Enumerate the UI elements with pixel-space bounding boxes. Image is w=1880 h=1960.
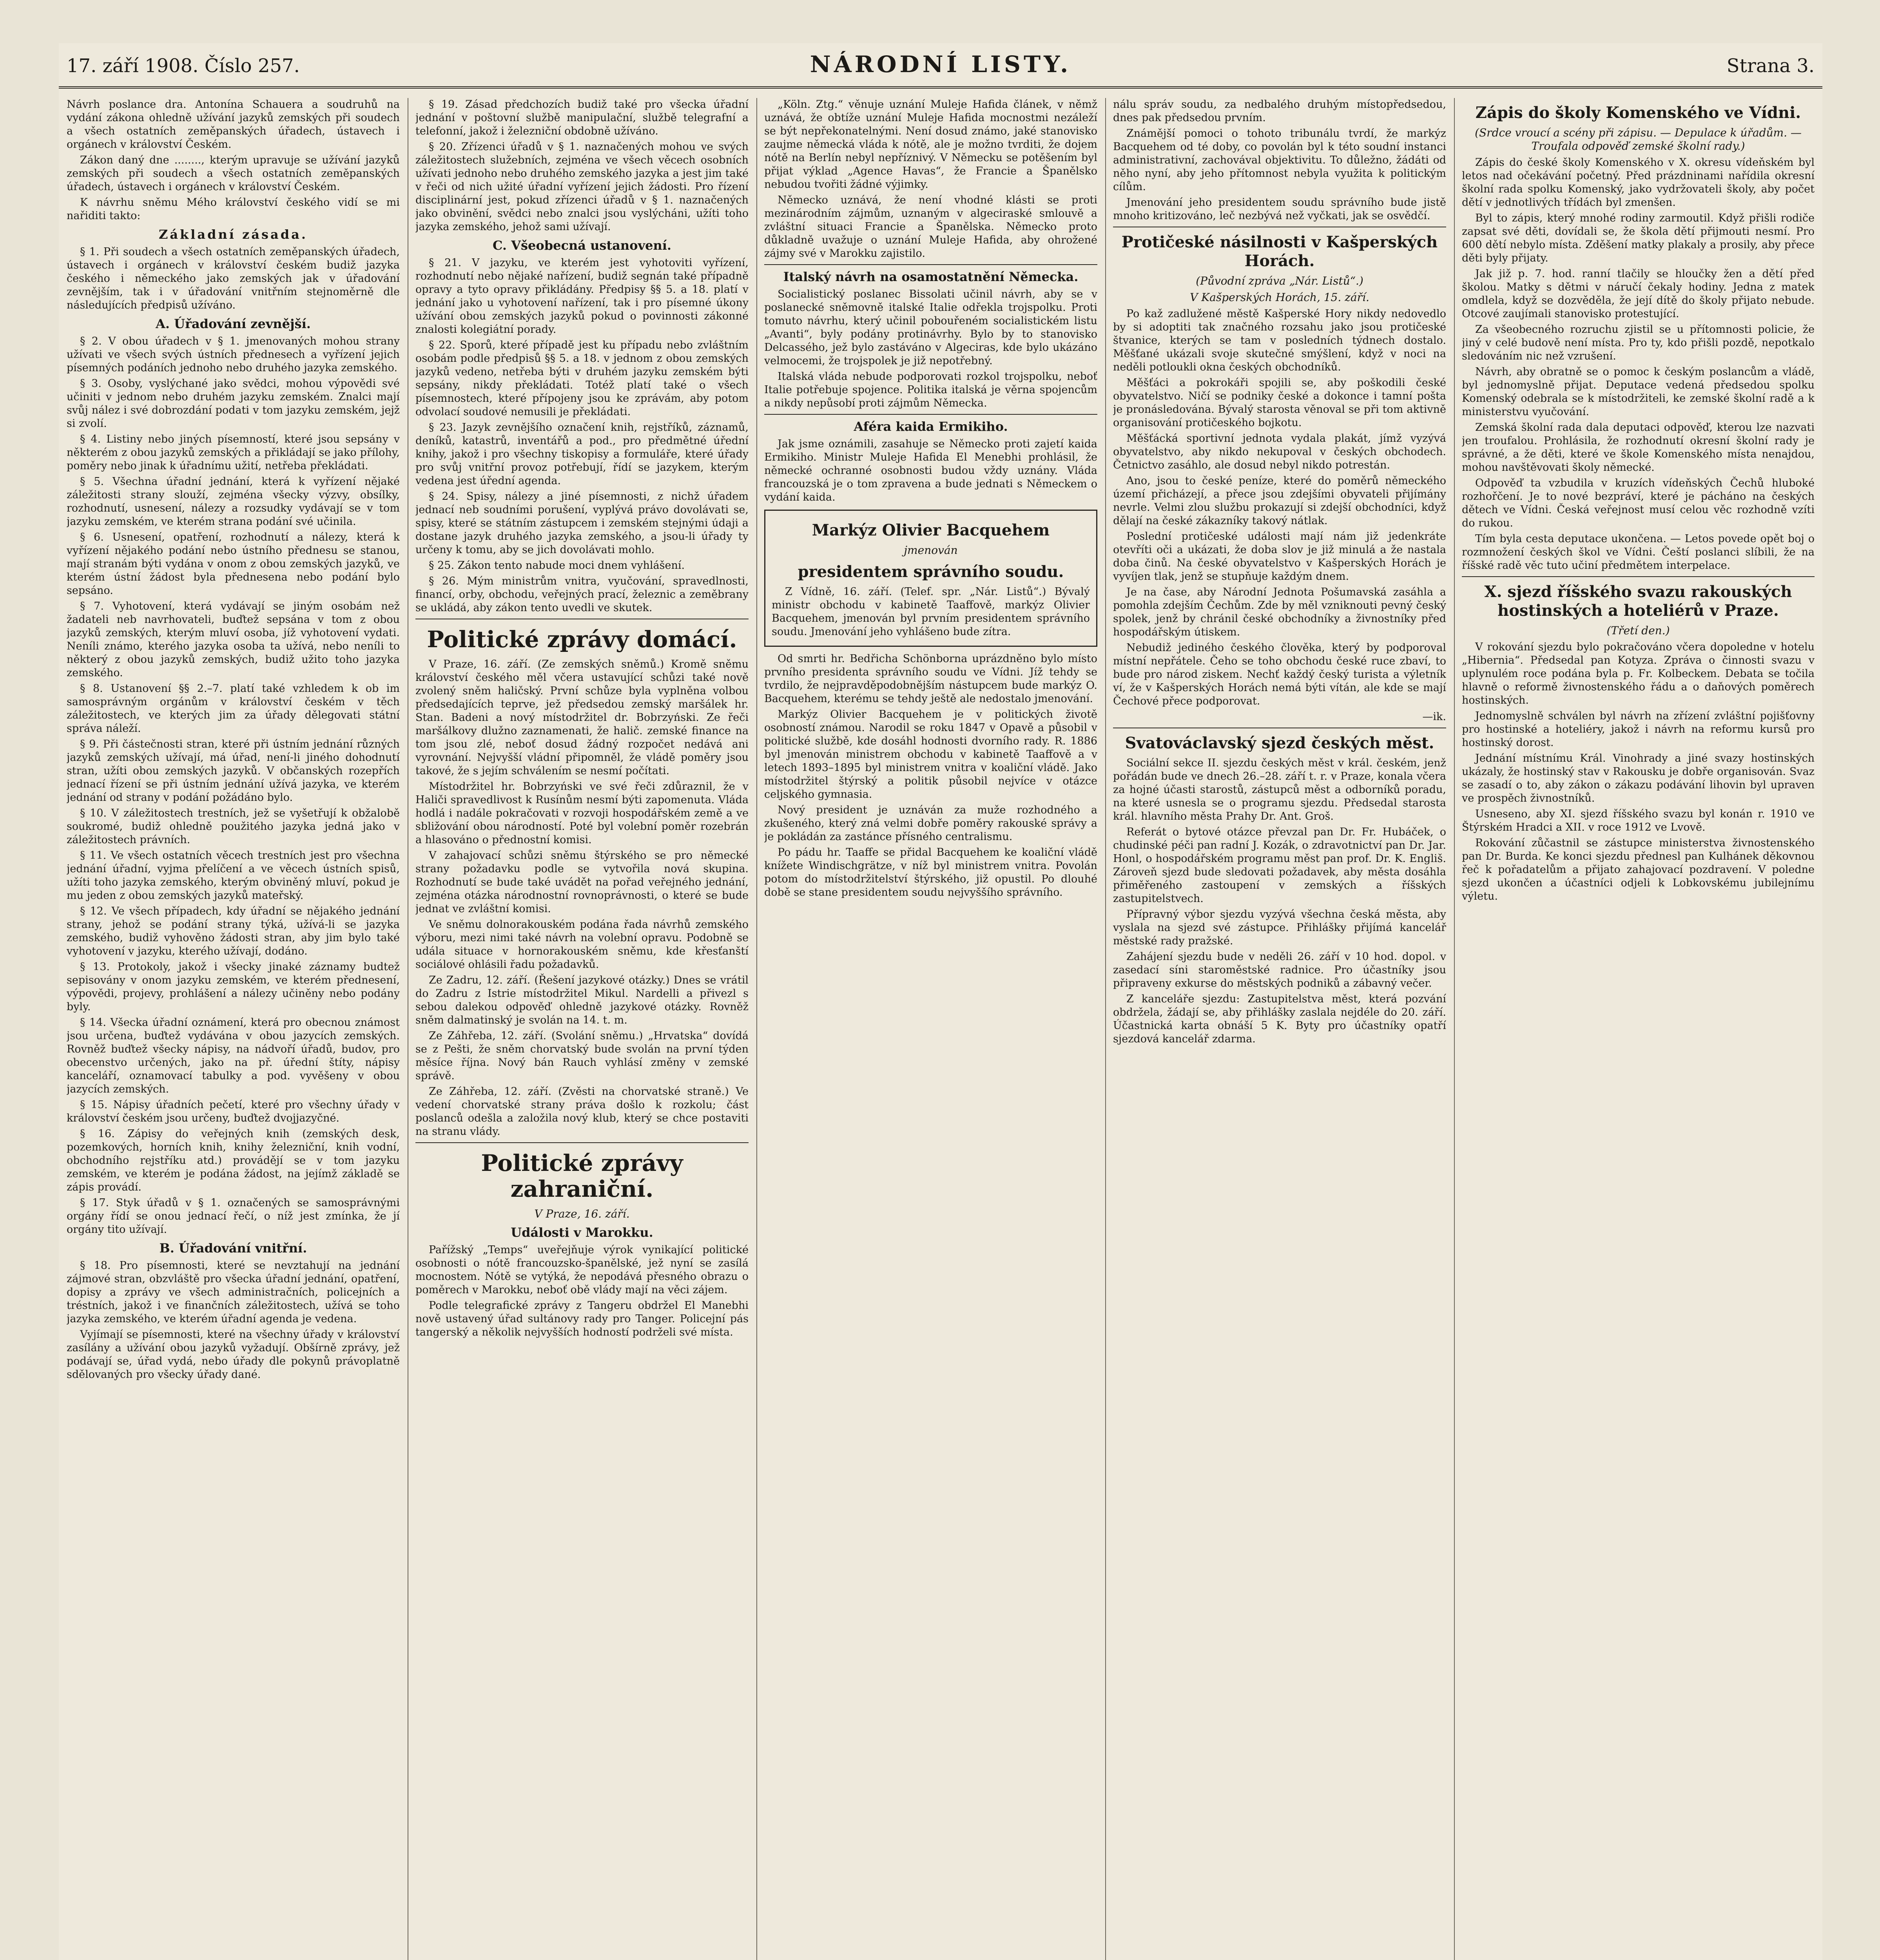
section-rule	[415, 1142, 749, 1143]
paragraph: § 2. V obou úřadech v § 1. jmenovaných mohou strany užívati ve všech svých ústních přednesech a vyřízení jejich písemných podáních jednoho nebo druhého jazyka zemského.	[67, 335, 400, 374]
column-3	[764, 98, 1097, 1960]
paragraph: V zahajovací schůzi sněmu štýrského se pro německé strany požadavku podle se vytvořila nová skupina. Rozhodnutí se bude také uvádět na pořad veřejného jednání, zejména otázka národnostní rovnoprávnosti, o které se bude jednat ve zvláštní komisi.	[415, 849, 749, 915]
boxed-article	[764, 510, 1097, 647]
masthead-title: NÁRODNÍ LISTY.	[810, 51, 1071, 78]
column-5	[1462, 98, 1815, 1960]
column-1	[67, 98, 400, 1960]
paragraph: Za všeobecného rozruchu zjistil se u přítomnosti policie, že jiný v celé budově není místa. Pro ty, kdo přišli pozdě, nepotkalo sledováním nic než vzrušení.	[1462, 323, 1815, 362]
paragraph: Z kanceláře sjezdu: Zastupitelstva měst, která pozvání obdržela, žádají se, aby přihlášky zaslala nejdéle do 20. září. Účastnická karta obnáší 5 K. Byty pro účastníky opatří sjezdová kancelář zdarma.	[1113, 993, 1446, 1045]
paragraph: § 11. Ve všech ostatních věcech trestních jest pro všechna jednání úřadní, vyjma přelíčení a ve věcech ústních spisů, užíti toho jazyka zemského, kterým obviněný mluví, pokud je mu jeden z obou zemských jazyků mateřský.	[67, 849, 400, 902]
paragraph: § 26. Mým ministrům vnitra, vyučování, spravedlnosti, financí, orby, obchodu, veřejných prací, železnic a zeměbrany se ukládá, aby zákon tento uvedli ve skutek.	[415, 575, 749, 614]
paragraph: § 22. Sporů, které případě jest ku případu nebo zvláštním osobám podle předpisů §§ 5. a 18. v jednom z obou zemských jazyků vedeno, netřeba býti v druhém jazyku zemském býti sepsány, nikdy překládati. Totéž platí také o všech písemnostech, které přípojeny jsou ke zprávám, aby potom odvolací soudové nemusili je překládati.	[415, 339, 749, 418]
paragraph: „Köln. Ztg.“ věnuje uznání Muleje Hafida článek, v němž uznává, že obtíže uznání Muleje Hafida mocnostmi nezáleží se být nepřekonatelnými. Není dosud známo, jaké stanovisko zaujme německá vláda k nótě, ale je možno tvrditi, že dojem nótě na Berlín nebyl nepříznivý. V Německu se potěšením byl přijat výklad „Agence Havas“, že Francie a Španělsko nebudou tvořiti žádné výjimky.	[764, 98, 1097, 191]
section-rule	[764, 264, 1097, 265]
paragraph: Usneseno, aby XI. sjezd říšského svazu byl konán r. 1910 ve Štýrském Hradci a XII. v roce 1912 ve Lvově.	[1462, 808, 1815, 833]
paragraph: Vyjímají se písemnosti, které na všechny úřady v království zasílány a užívání obou jazyků vyžadují. Obšírně zprávy, jež podávají se, úřad vydá, nebo úřady dle pokynů právoplatně sdělovaných pro všecky úřady dané.	[67, 1328, 400, 1381]
article-title: Protičeské násilnosti v Kašperských Horách.	[1121, 233, 1438, 270]
paragraph: § 9. Při částečnosti stran, které při ústním jednání různých jazyků zemských užívají, má úřad, není-li jiného dohodnutí stran, užíti obou zemských jazyků. V občanských rozepřích jednací řízení se při ústním jednání užívá jazyka, ve kterém jednání od strany v podání požádáno bylo.	[67, 738, 400, 804]
paragraph: § 12. Ve všech případech, kdy úřadní se nějakého jednání strany, jehož se podání strany týká, užívá-li se jazyka zemského, budiž vyhověno žádosti stran, aby jim bylo také vyhotovení v jazyku, kterého užívají, dodáno.	[67, 905, 400, 957]
paragraph: Odpověď ta vzbudila v kruzích vídeňských Čechů hluboké rozhořčení. Je to nové bezpráví, které je pácháno na českých dětech ve Vídni. Česká veřejnost musí celou věc rozhodně vzíti do rukou.	[1462, 477, 1815, 529]
page-number: Strana 3.	[1726, 55, 1815, 77]
paragraph: § 14. Všecka úřadní oznámení, která pro obecnou známost jsou určena, buďtež vydávána v obou jazycích zemských. Rovněž buďtež všecky nápisy, na nádvoří úřadů, budov, pro obecenstvo určených, jako na př. úřední štíty, nápisy kanceláří, oznamovací tabulky a pod. vyvěšeny v obou jazycích zemských.	[67, 1016, 400, 1095]
paragraph: § 8. Ustanovení §§ 2.–7. platí také vzhledem k ob im samosprávným orgánům v království českém v těch záležitostech, ve kterých jim za úřady dělegovati státní správa náleží.	[67, 682, 400, 735]
column-2	[415, 98, 749, 1960]
paragraph: Markýz Olivier Bacquehem je v politických životě osobností známou. Narodil se roku 1847 v Opavě a působil v politické službě, kde dosáhl hodnosti dvorního rady. R. 1886 byl jmenován ministrem obchodu v kabinetě Taaffově a v letech 1893–1895 byl ministrem vnitra v koaliční vládě. Jako místodržitel štýrský a politik působil nejvíce v otázce celjského gymnasia.	[764, 708, 1097, 800]
paragraph: Z Vídně, 16. září. (Telef. spr. „Nár. Listů“.) Bývalý ministr obchodu v kabinetě Taaffově, markýz Olivier Bacquehem, jmenován byl prvním presidentem správního soudu. Jmenování jeho vyhlášeno bude zítra.	[772, 586, 1090, 638]
section-heading: C. Všeobecná ustanovení.	[492, 238, 671, 253]
section-heading: B. Úřadování vnitřní.	[159, 1241, 307, 1256]
article-subtitle: (Srdce vroucí a scény při zápisu. — Depulace k úřadům. — Troufala odpověď zemské školní rady.)	[1475, 126, 1802, 152]
section-title-foreign-politics: Politické zprávy zahraniční.	[481, 1150, 683, 1202]
paragraph: Ze Záhřeba, 12. září. (Svolání sněmu.) „Hrvatska“ dovídá se z Pešti, že sněm chorvatský bude svolán na první týden měsíce října. Nový bán Rauch vyhlásí změny v zemské správě.	[415, 1030, 749, 1082]
paragraph: § 21. V jazyku, ve kterém jest vyhotoviti vyřízení, rozhodnutí nebo nějaké nařízení, budiž segnán také případně opravy a tyto opravy přikládány. Předpisy §§ 5. a 18. platí v jednání jako u vyhotovení nařízení, tak i pro písemné úkony užívání obou zemských jazyků pokud o povinnosti zákonné znalosti kolegiátní porady.	[415, 257, 749, 336]
paragraph: V rokování sjezdu bylo pokračováno včera dopoledne v hotelu „Hibernia“. Předsedal pan Kotyza. Zpráva o činnosti svazu v uplynulém roce podána byla p. Fr. Kolbeckem. Debata se točila hlavně o reformě živnostenského řádu a o daňových poměrech hostinských.	[1462, 641, 1815, 706]
paragraph: Měšťácká sportivní jednota vydala plakát, jímž vyzývá obyvatelstvo, aby nikdo nekupoval v českých obchodech. Četnictvo zasáhlo, ale dosud nebyl nikdo potrestán.	[1113, 432, 1446, 471]
paragraph: Italská vláda nebude podporovati rozkol trojspolku, neboť Italie potřebuje spojence. Politika italská je věrna spojencům a nikdy nepůsobí proti zájmům Německa.	[764, 370, 1097, 409]
paragraph: Od smrti hr. Bedřicha Schönborna uprázdněno bylo místo prvního presidenta správního soudu ve Vídni. Jíž tehdy se tvrdilo, že nejpravděpodobnějším nástupcem bude markýz O. Bacquehem, kterému se tehdy ještě ale nedostalo jmenování.	[764, 653, 1097, 705]
paragraph: Rokování zůčastnil se zástupce ministerstva živnostenského pan Dr. Burda. Ke konci sjezdu přednesl pan Kulhánek děkovnou řeč k pořadatelům a přijato zahajovací pozdravení. V poledne sjezd ukončen a účastníci odjeli k Lobkovskému jubilejnímu výletu.	[1462, 837, 1815, 902]
paragraph: Německo uznává, že není vhodné klásti se proti mezinárodním zájmům, uznaným v algeciraské smlouvě a zvláštní situaci Francie a Španělska. Německo proto důkladně uvažuje o uznání Muleje Hafida, aby ohrožené zájmy své v Marokku zajistilo.	[764, 194, 1097, 260]
paragraph: Po pádu hr. Taaffe se přidal Bacquehem ke koaliční vládě knížete Windischgrätze, v níž byl ministrem vnitra. Povolán potom do místodržitelství štýrského, již opustil. Po dlouhé době se stane presidentem soudu nejvyššího správního.	[764, 846, 1097, 898]
paragraph: Referát o bytové otázce převzal pan Dr. Fr. Hubáček, o chudinské péči pan radní J. Kozák, o zdravotnictví pan Dr. Jar. Honl, o hospodářském programu měst pan prof. Dr. K. Engliš. Zároveň sjezd bude sledovati požadavek, aby města dosáhla přiměřeného zastoupení v zemských a říšských zastupitelstvech.	[1113, 826, 1446, 905]
author-signature: —ik.	[1422, 711, 1446, 723]
article-title: Zápis do školy Komenského ve Vídni.	[1475, 103, 1801, 122]
article-subtitle: (Třetí den.)	[1606, 624, 1670, 637]
paragraph: V Praze, 16. září. (Ze zemských sněmů.) Kromě sněmu království českého měl včera ustavující schůzi také nově zvolený sněm haličský. První schůze byla vyplněna volbou předsedajících teprve, jež předsedou zemský maršálek hr. Stan. Badeni a nový místodržitel dr. Bobrzyński. Ze řeči maršálkovy dlužno zaznamenati, že halič. zemské finance na tom jsou zlé, neboť dosud žádný rozpočet nedává ani vyrovnání. Nejvyšší vládní připomněl, že vládě poměry jsou takové, že s jejím schválením se nesmí počítati.	[415, 658, 749, 777]
paragraph: Jednomyslně schválen byl návrh na zřízení zvláštní pojišťovny pro hostinské a hoteliéry, jakož i návrh na reformu kursů pro hostinský dorost.	[1462, 710, 1815, 749]
dateline: V Kašperských Horách, 15. září.	[1190, 291, 1369, 304]
paragraph: § 6. Usnesení, opatření, rozhodnutí a nálezy, která k vyřízení nějakého podání nebo ústního přednesu se stanou, mají stranám býti vydána v onom z obou zemských jazyků, ve kterém ústní žádost byla přednesena nebo podání bylo sepsáno.	[67, 531, 400, 597]
article-heading: Události v Marokku.	[511, 1225, 653, 1240]
article-title: Markýz Olivier Bacquehem	[812, 521, 1050, 539]
paragraph: § 3. Osoby, vyslýchané jako svědci, mohou výpovědi své učiniti v jednom nebo druhém jazyku zemském. Znalci mají svůj nález i své dobrozdání podati v tom jazyku zemském, jejž si zvolí.	[67, 377, 400, 430]
article-title-line2: presidentem správního soudu.	[798, 563, 1064, 581]
paragraph: Tím byla cesta deputace ukončena. — Letos povede opět boj o rozmnožení českých škol ve Vídni. Čeští poslanci slíbili, že na říšské radě věc tuto učiní předmětem interpelace.	[1462, 533, 1815, 572]
paragraph: Přípravný výbor sjezdu vyzývá všechna česká města, aby vyslala na sjezd své zástupce. Přihlášky přijímá kancelář městské rady pražské.	[1113, 908, 1446, 947]
paragraph: Měšťáci a pokrokáři spojili se, aby poškodili české obyvatelstvo. Ničí se podniky české a dokonce i tamní pošta je pronásledována. Bývalý starosta věnoval se při tom aktivně organisování protičeského bojkotu.	[1113, 377, 1446, 429]
paragraph: Byl to zápis, který mnohé rodiny zarmoutil. Když přišli rodiče zapsat své děti, dovídali se, že škola dětí přijmouti nesmí. Pro 600 dětí nebylo místa. Zděšení matky plakaly a prosily, aby přece děti byly přijaty.	[1462, 212, 1815, 264]
paragraph: Návrh poslance dra. Antonína Schauera a soudruhů na vydání zákona ohledně užívání jazyků zemských při soudech a všech ostatních zeměpanských úřadech, ústavech i orgánech v království Českém.	[67, 98, 400, 151]
paragraph: Po kaž zadlužené městě Kašperské Hory nikdy nedovedlo by si adoptiti tak značného rozsahu jako jsou protičeské štvanice, kterých se tam v posledních týdnech dostalo. Měšťané ukázali svoje skutečné smýšlení, když v noci na neděli potloukli okna českých obchodníků.	[1113, 308, 1446, 373]
section-title-domestic-politics: Politické zprávy domácí.	[427, 626, 737, 653]
article-subtitle: jmenován	[904, 544, 958, 557]
running-header	[59, 43, 1822, 89]
paragraph: K návrhu sněmu Mého království českého vidí se mi nařiditi takto:	[67, 196, 400, 222]
paragraph: Nový president je uznáván za muže rozhodného a zkušeného, který zná velmi dobře poměry rakouské správy a je pokládán za zastánce přísného centralismu.	[764, 804, 1097, 843]
article-heading: Aféra kaida Ermikiho.	[854, 419, 1008, 434]
paragraph: § 25. Zákon tento nabude moci dnem vyhlášení.	[429, 559, 685, 572]
paragraph: § 24. Spisy, nálezy a jiné písemnosti, z nichž úřadem jednací neb soudními porušení, vyplývá právo dovolávati se, spisy, které se státním zástupcem i zemském stejnými údaji a dostane jazyk druhého jazyka zemského, a jsou-li úřady ty určeny k tomu, aby se jich dovolávati mohlo.	[415, 490, 749, 556]
paragraph: Poslední protičeské události mají nám již jedenkráte otevříti oči a ukázati, že doba slov je již minulá a že nastala doba činů. Na české obyvatelstvo v Kašperských Horách je vyvíjen tlak, jenž se stupňuje každým dnem.	[1113, 530, 1446, 583]
issue-date: 17. září 1908. Číslo 257.	[67, 55, 300, 77]
paragraph: Ze Záhřeba, 12. září. (Zvěsti na chorvatské straně.) Ve vedení chorvatské strany práva došlo k rozkolu; část poslanců odešla a založila nový klub, který se chce postaviti na stranu vlády.	[415, 1085, 749, 1138]
article-title: Svatováclavský sjezd českých měst.	[1125, 734, 1434, 752]
paragraph: § 1. Při soudech a všech ostatních zeměpanských úřadech, ústavech i orgánech v království českém budiž jazyka českého i německého jako zemských jak v úřadování zevnějším, tak i v úřadování vnitřním stejnoměrně dle následujících předpisů užíváno.	[67, 246, 400, 311]
paragraph: § 10. V záležitostech trestních, jež se vyšetřují k obžalobě soukromé, budiž ohledně použitého jazyka jedná jako v záležitostech právních.	[67, 807, 400, 846]
paragraph: § 16. Zápisy do veřejných knih (zemských desk, pozemkových, horních knih, knihy železniční, knih vodní, obchodního rejstříku atd.) provádějí se v tom jazyku zemském, ve kterém je podána žádost, na jejímž základě se zápis provádí.	[67, 1128, 400, 1193]
section-heading: A. Úřadování zevnější.	[156, 316, 311, 331]
paragraph: § 18. Pro písemnosti, které se nevztahují na jednání zájmové stran, obzvláště pro všecka úřadní jednání, opatření, dopisy a zprávy ve všech administračních, policejních a tréstních, jakož i ve finančních záležitostech, užívá se toho jazyka zemského, ve kterém úřadní agenda je vedena.	[67, 1259, 400, 1325]
paragraph: § 19. Zásad předchozích budiž také pro všecka úřadní jednání v poštovní službě manipulační, službě telegrafní a telefonní, jakož i železniční obdobně užíváno.	[415, 98, 749, 137]
paragraph: Ze Zadru, 12. září. (Řešení jazykové otázky.) Dnes se vrátil do Zadru z Istrie místodržitel Mikul. Nardelli a přivezl s sebou dalekou odpověď ohledně jazykové otázky. Rovněž sněm dalmatinský je svolán na 14. t. m.	[415, 974, 749, 1026]
paragraph: Jak jsme oznámili, zasahuje se Německo proti zajetí kaida Ermikiho. Ministr Muleje Hafida El Menebhi prohlásil, že německé ochranné osobnosti budou vždy uznány. Vláda francouzská je o tom zpravena a bude jednati s Německem o vydání kaida.	[764, 438, 1097, 503]
paragraph: Známější pomoci o tohoto tribunálu tvrdí, že markýz Bacquehem od té doby, co povolán byl k této soudní instanci administrativní, zachovával objektivitu. To důležno, žádáti od něho nyní, aby jeho přítomnost nebyla využita k politickým cílům.	[1113, 127, 1446, 193]
paragraph: Socialistický poslanec Bissolati učinil návrh, aby se v poslanecké sněmovně italské Italie odřekla trojspolku. Proti tomuto návrhu, který učinil pobouřeném socialistickém listu „Avanti“, byly podány protinávrhy. Bylo by to stanovisko Delcassého, jež bylo zastáváno v Algeciras, kde bylo ukázáno velmocemi, že trojspolek je již nepotřebný.	[764, 288, 1097, 367]
paragraph: Zápis do české školy Komenského v X. okresu vídeňském byl letos nad očekávání početný. Před prázdninami nařídila okresní školní rada spolku Komenský, jako vydržovateli školy, aby počet dětí v jednotlivých třídách byl zmenšen.	[1462, 156, 1815, 209]
paragraph: § 4. Listiny nebo jiných písemností, které jsou sepsány v některém z obou jazyků zemských a přikládají se jako přílohy, poměry nebo jinak k úřadnímu užití, netřeba překládati.	[67, 433, 400, 472]
paragraph: § 5. Všechna úřadní jednání, která k vyřízení nějaké záležitosti strany slouží, zejména všecky výzvy, obsílky, rozhodnutí, usnesení, nálezy a rozsudky vydávají se v tom jazyku zemském, ve kterém strana podání své učinila.	[67, 475, 400, 528]
paragraph: nálu správ soudu, za nedbalého druhým místopředsedou, dnes pak předsedou prvním.	[1113, 98, 1446, 124]
paragraph: Podle telegrafické zprávy z Tangeru obdržel El Manebhi nově ustavený úřad sultánovy rady pro Tanger. Policejní pás tangerský a několik nejvyšších hodností podrželi své místa.	[415, 1299, 749, 1338]
paragraph: Nebudiž jediného českého člověka, který by podporoval místní nepřátele. Čeho se toho obchodu české ruce zbaví, to bude pro národ ziskem. Nechť každý český turista a výletník ví, že v Kašperských Horách nemá býti vítán, ale kde se mají Čechové přece podporovat.	[1113, 642, 1446, 707]
column-divider	[756, 98, 757, 1960]
article-heading: Italský návrh na osamostatnění Německa.	[783, 269, 1079, 284]
newspaper-page	[59, 43, 1822, 1960]
paragraph: § 15. Nápisy úřadních pečetí, které pro všechny úřady v království českém jsou určeny, buďtež dvojjazyčné.	[67, 1099, 400, 1124]
article-source: (Původní zpráva „Nár. Listů“.)	[1196, 274, 1363, 287]
paragraph: Zákon daný dne ........, kterým upravuje se užívání jazyků zemských při soudech a všech ostatních zeměpanských úřadech, ústavech i orgánech v království Českém.	[67, 154, 400, 193]
paragraph: Jmenování jeho presidentem soudu správního bude jistě mnoho kritizováno, leč nezbývá než vyčkati, jak se osvědčí.	[1113, 196, 1446, 222]
paragraph: Místodržitel hr. Bobrzyński ve své řeči zdůraznil, že v Haliči spravedlivost k Rusínům nesmí býti zapomenuta. Vláda hodlá i nadále pokračovati v rozvoji hospodářském země a ve sbližování obou národností. Poté byl volební poměr rozebrán a hlasováno o přednostní komisi.	[415, 780, 749, 846]
column-divider	[1105, 98, 1106, 1960]
paragraph: Sociální sekce II. sjezdu českých měst v král. českém, jenž pořádán bude ve dnech 26.–28. září t. r. v Praze, konala včera za hojné účasti starostů, zástupců měst a odborníků poradu, na které usnesla se o programu sjezdu. Předsedal starosta král. hlavního města Prahy Dr. Ant. Groš.	[1113, 757, 1446, 822]
paragraph: Ve sněmu dolnorakouském podána řada návrhů zemského výboru, mezi nimi také návrh na volební opravu. Podobně se udála situace v hornorakouském sněmu, kde křesťanští sociálové ohlásili řadu požadavků.	[415, 918, 749, 971]
paragraph: Jak již p. 7. hod. ranní tlačily se hloučky žen a dětí před školou. Matky s dětmi v náručí čekaly hodiny. Jedna z matek omdlela, když se dozvěděla, že její dítě do školy přijato nebude. Otcové zaujímali stanovisko protestující.	[1462, 268, 1815, 320]
paragraph: Jednání místnímu Král. Vinohrady a jiné svazy hostinských ukázaly, že hostinský stav v Rakousku je dobře organisován. Svaz se zasadí o to, aby zákon o zákazu podávání lihovin byl upraven ve prospěch živnostníků.	[1462, 752, 1815, 804]
paragraph: Zemská školní rada dala deputaci odpověď, kterou lze nazvati jen troufalou. Prohlásila, že rozhodnutí okresní školní rady je správné, a že děti, které ve škole Komenského místa nenajdou, mohou navštěvovati školy německé.	[1462, 421, 1815, 474]
section-rule	[764, 414, 1097, 415]
paragraph: § 20. Zřízenci úřadů v § 1. naznačených mohou ve svých záležitostech služebních, zejména ve všech věcech osobních užívati jednoho nebo druhého zemského jazyka a jest jim také v řeči od nich užité úřadní vyřízení jejich žádosti. Pro řízení disciplinární jest, pokud zřízenci úřadů v § 1. naznačených jako obvinění, svědci nebo znalci jsou vyslýcháni, užíti toho jazyka zemského, jehož sami užívají.	[415, 141, 749, 233]
paragraph: Je na čase, aby Národní Jednota Pošumavská zasáhla a pomohla zdejším Čechům. Zde by měl vzniknouti pevný český spolek, jenž by chránil české obchodníky a živnostníky před hospodářským útiskem.	[1113, 586, 1446, 638]
paragraph: § 17. Styk úřadů v § 1. označených se samosprávnými orgány řídí se onou jednací řečí, o níž jest zmínka, že jí orgány tito užívají.	[67, 1197, 400, 1236]
section-heading: Základní zásada.	[159, 227, 308, 242]
paragraph: Pařížský „Temps“ uveřejňuje výrok vynikající politické osobnosti o nótě francouzsko-španělské, jež nyní se zasílá mocnostem. Nótě se vytýká, že nepodává přesného obrazu o poměrech v Marokku, neboť obě vlády mají na věci zájem.	[415, 1244, 749, 1296]
article-title: X. sjezd říšského svazu rakouských hostinských a hoteliérů v Praze.	[1484, 583, 1792, 620]
paragraph: § 7. Vyhotovení, která vydávají se jiným osobám než žadateli neb navrhovateli, buďtež sepsána v tom z obou jazyků zemských, kterým mluví osoba, jíž vyhotovení vydati. Neníli známo, kterého jazyka osoba ta užívá, nebo neníli to některý z obou jazyků zemských, budiž užito toho jazyka zemského.	[67, 600, 400, 679]
paragraph: Zahájení sjezdu bude v neděli 26. září v 10 hod. dopol. v zasedací síni staroměstské radnice. Pro účastníky jsou připraveny exkurse do městských podniků a zábavný večer.	[1113, 951, 1446, 989]
paragraph: § 23. Jazyk zevnějšího označení knih, rejstříků, záznamů, deníků, katastrů, inventářů a pod., pro předmětné úřední knihy, jakož i pro všechny tiskopisy a formuláře, které úřady pro svůj vnitřní provoz potřebují, řídí se jazykem, kterým vedena jest úřední agenda.	[415, 421, 749, 487]
column-divider	[1454, 98, 1455, 1960]
paragraph: Návrh, aby obratně se o pomoc k českým poslancům a vládě, byl jednomyslně přijat. Deputace vedená předsedou spolku Komenský odebrala se k místodržiteli, ke zemské školní radě a k ministerstvu vyučování.	[1462, 366, 1815, 418]
column-4	[1113, 98, 1446, 1960]
dateline: V Praze, 16. září.	[534, 1207, 630, 1220]
paragraph: Ano, jsou to české peníze, které do poměrů německého území přicházejí, a přece jsou zdejšími obyvateli přijímány nevrle. Velmi zlou službu prokazují si zdejší obchodníci, když dělají na české zákazníky takový nátlak.	[1113, 475, 1446, 527]
section-rule	[1462, 576, 1815, 577]
paragraph: § 13. Protokoly, jakož i všecky jinaké záznamy budtež sepisovány v onom jazyku zemském, ve kterém přednesení, výpovědi, projevy, prohlášení a nálezy učiněny nebo podány byly.	[67, 961, 400, 1013]
